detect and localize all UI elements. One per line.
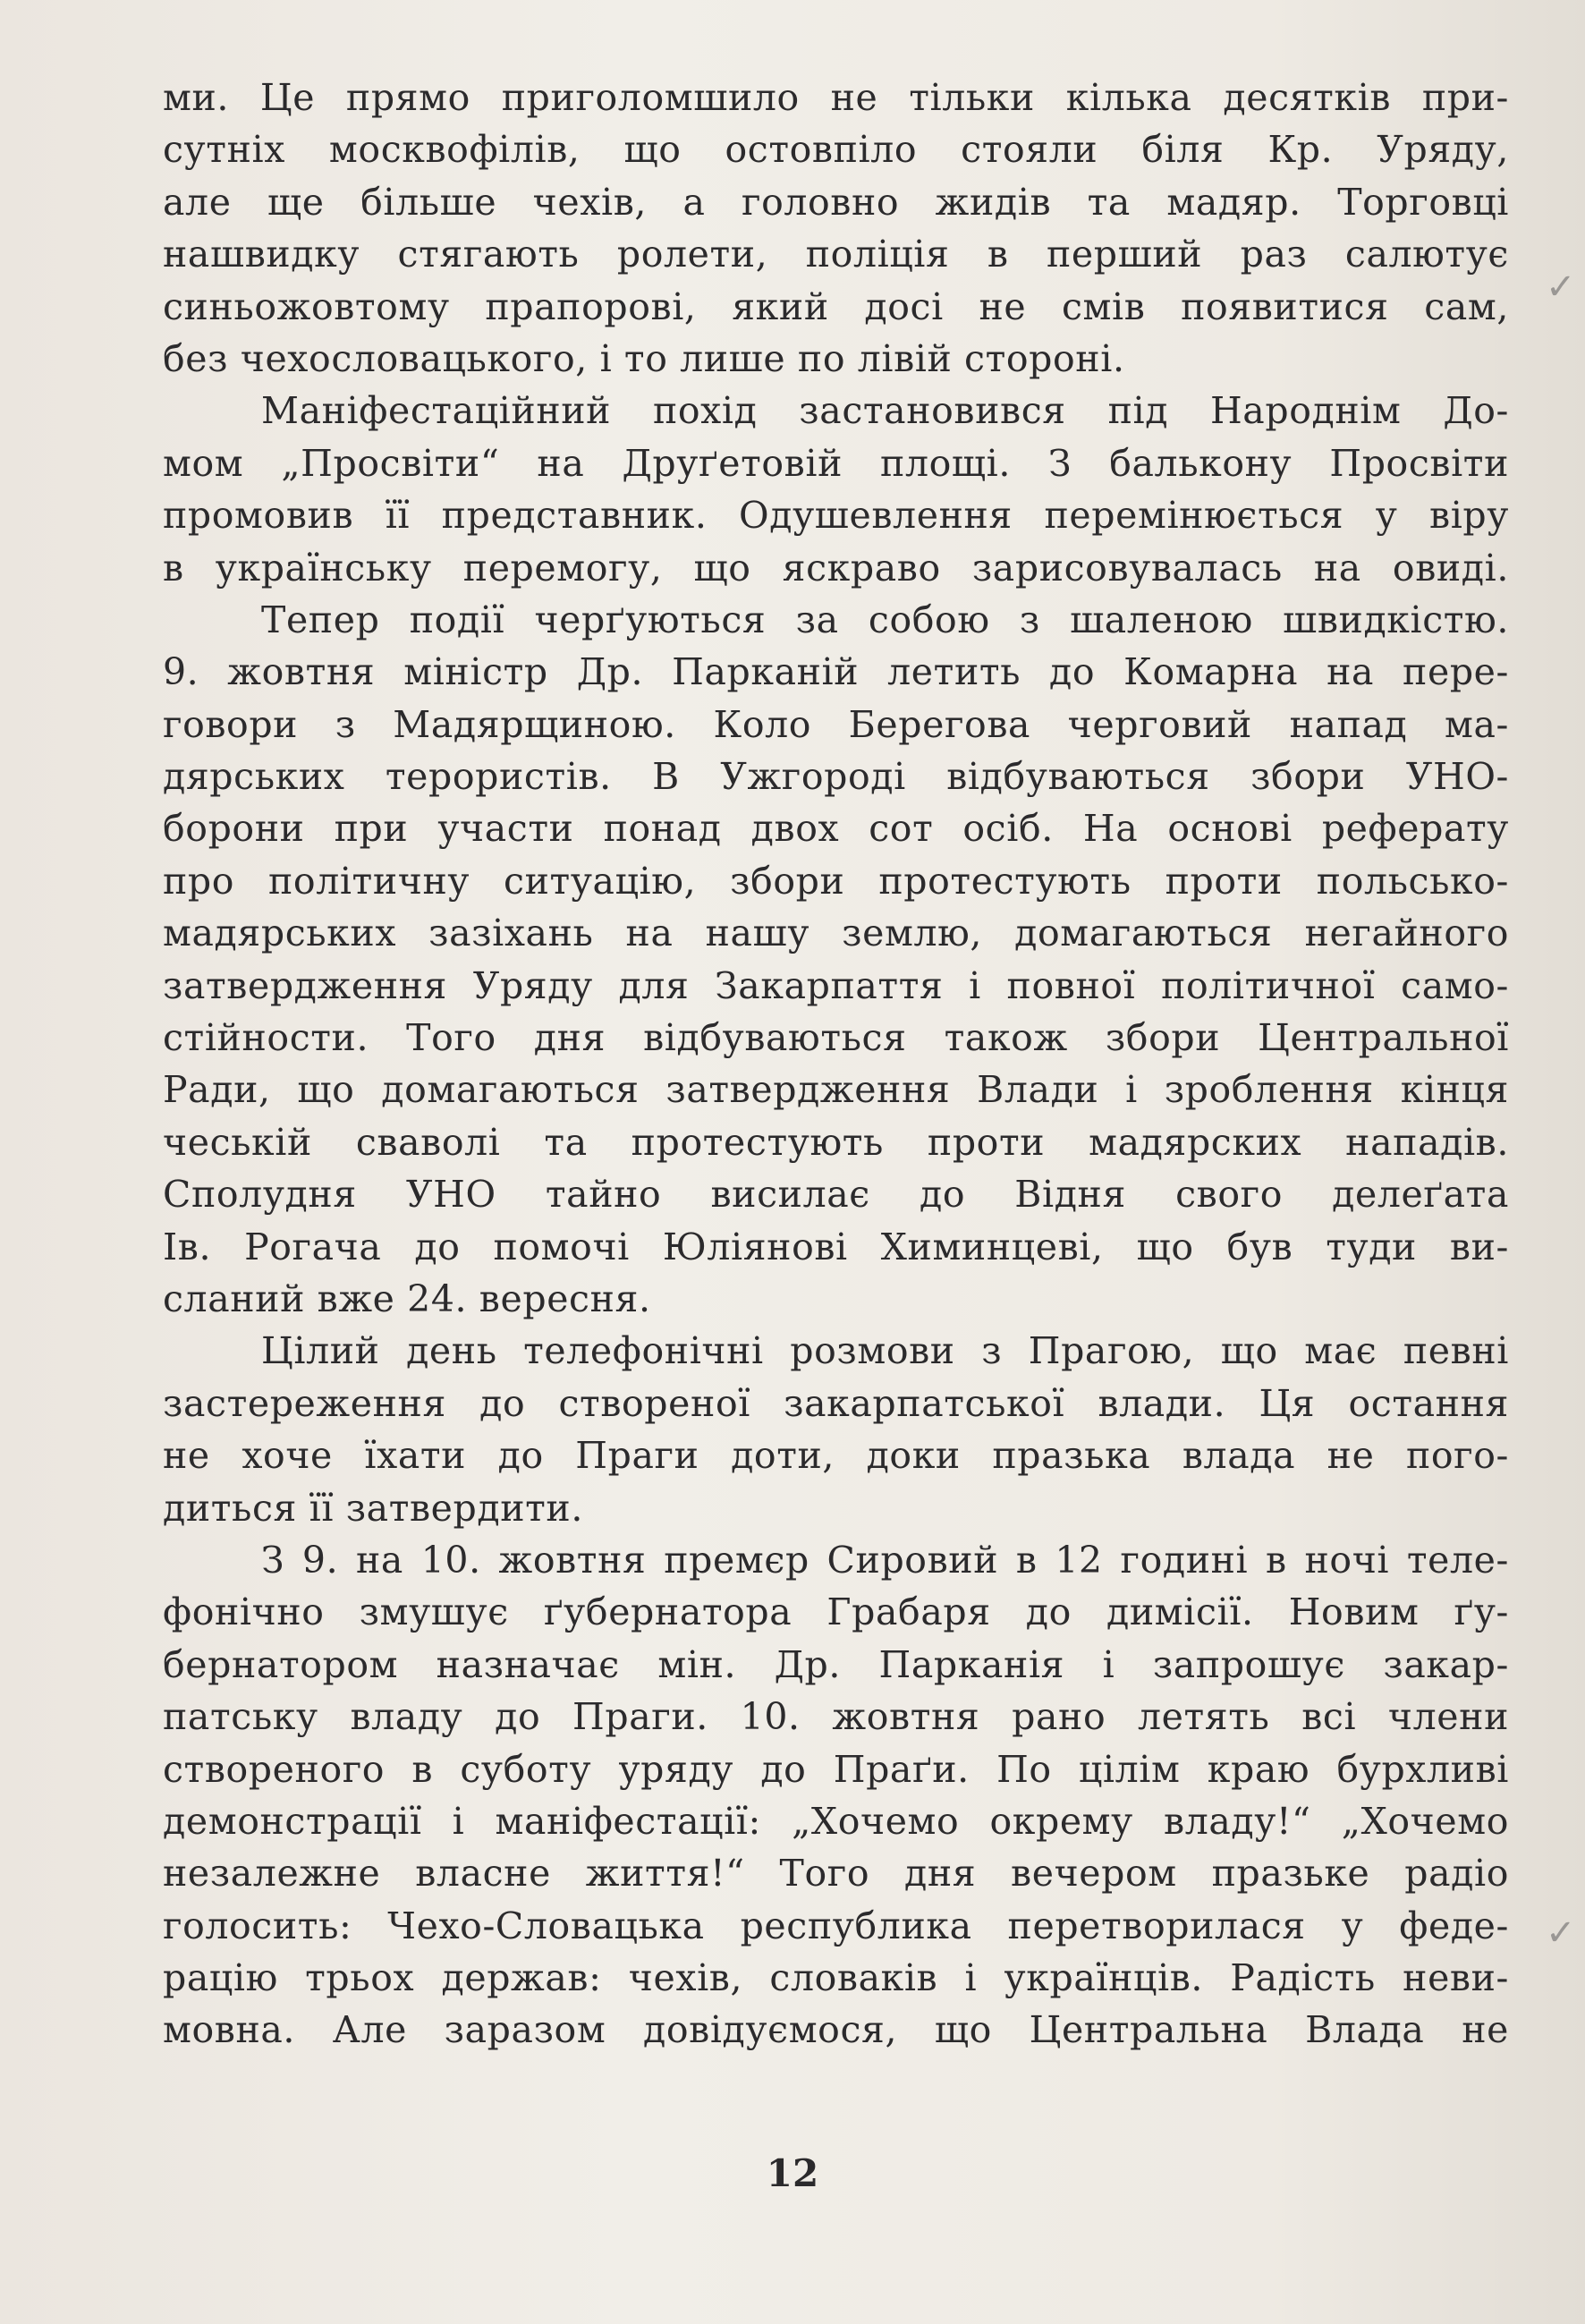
paragraph-first-line: Тепер події черґуються за собою з шаленою швидкістю. (261, 598, 1509, 641)
pencil-check-mark: ✓ (1546, 1913, 1576, 1954)
text-line: стійности. Того дня відбуваються також збори Центральної (163, 1016, 1509, 1060)
paragraph-first-line: З 9. на 10. жовтня премєр Сировий в 12 годині в ночі теле- (261, 1538, 1509, 1582)
text-line: мадярських зазіхань на нашу землю, домагаються негайного (163, 912, 1509, 955)
paragraph-first-line: Маніфестаційний похід застановився під Народнім До- (261, 389, 1509, 433)
text-line: але ще більше чехів, а головно жидів та мадяр. Торговці (163, 180, 1509, 224)
text-line: застереження до створеної закарпатської влади. Ця остання (163, 1381, 1509, 1425)
text-line: бернатором назначає мін. Др. Парканія і запрошує закар- (163, 1642, 1509, 1686)
text-line: ми. Це прямо приголомшило не тільки кілька десятків при- (163, 76, 1509, 119)
text-line: в українську перемогу, що яскраво зарисовувалась на овиді. (163, 546, 1509, 589)
text-line: незалежне власне життя!“ Того дня вечером празьке радіо (163, 1852, 1509, 1896)
text-line: нашвидку стягають ролети, поліція в перший раз салютує (163, 233, 1509, 276)
text-line: патську владу до Праги. 10. жовтня рано летять всі члени (163, 1695, 1509, 1739)
text-line: голосить: Чехо-Словацька республика перетворилася у феде- (163, 1904, 1509, 1947)
text-line: синьожовтому прапорові, який досі не смів появитися сам, (163, 284, 1509, 328)
text-line: демонстрації і маніфестації: „Хочемо окрему владу!“ „Хочемо (163, 1799, 1509, 1843)
text-line: Сполудня УНО тайно висилає до Відня свого делеґата (163, 1173, 1509, 1217)
text-line: мом „Просвіти“ на Друґетовій площі. З балькону Просвіти (163, 441, 1509, 485)
text-line: не хоче їхати до Праги доти, доки празька влада не пого- (163, 1434, 1509, 1478)
text-line: створеного в суботу уряду до Праґи. По цілім краю бурхливі (163, 1747, 1509, 1791)
text-line: промовив її представник. Одушевлення перемінюється у віру (163, 494, 1509, 538)
text-line: 9. жовтня міністр Др. Парканій летить до Комарна на пере- (163, 650, 1509, 694)
text-line: мовна. Але заразом довідуємося, що Центральна Влада не (163, 2008, 1509, 2052)
text-line: диться її затвердити. (163, 1486, 583, 1530)
pencil-check-mark: ✓ (1546, 267, 1576, 308)
text-line: без чехословацького, і то лише по лівій стороні. (163, 336, 1125, 380)
text-line: сланий вже 24. вересня. (163, 1277, 651, 1320)
text-line: фонічно змушує ґубернатора Грабаря до димісії. Новим ґу- (163, 1590, 1509, 1634)
body-text (163, 72, 1509, 2057)
text-line: рацію трьох держав: чехів, словаків і українців. Радість неви- (163, 1956, 1509, 2000)
text-line: дярських терористів. В Ужгороді відбуваються збори УНО- (163, 755, 1509, 799)
text-line: говори з Мадярщиною. Коло Берегова черговий напад ма- (163, 702, 1509, 746)
text-line: затвердження Уряду для Закарпаття і повної політичної само- (163, 963, 1509, 1007)
text-line: чеській сваволі та протестують проти мадярских нападів. (163, 1120, 1509, 1164)
paragraph-first-line: Цілий день телефонічні розмови з Прагою, що має певні (261, 1329, 1509, 1373)
page-number: 12 (766, 2151, 819, 2195)
text-line: Ради, що домагаються затвердження Влади і зроблення кінця (163, 1068, 1509, 1112)
text-line: борони при участи понад двох сот осіб. На основі реферату (163, 807, 1509, 851)
text-line: Ів. Рогача до помочі Юліянові Химинцеві, що був туди ви- (163, 1225, 1509, 1268)
text-line: сутніх москвофілів, що остовпіло стояли біля Кр. Уряду, (163, 128, 1509, 172)
text-line: про політичну ситуацію, збори протестують проти польсько- (163, 859, 1509, 903)
